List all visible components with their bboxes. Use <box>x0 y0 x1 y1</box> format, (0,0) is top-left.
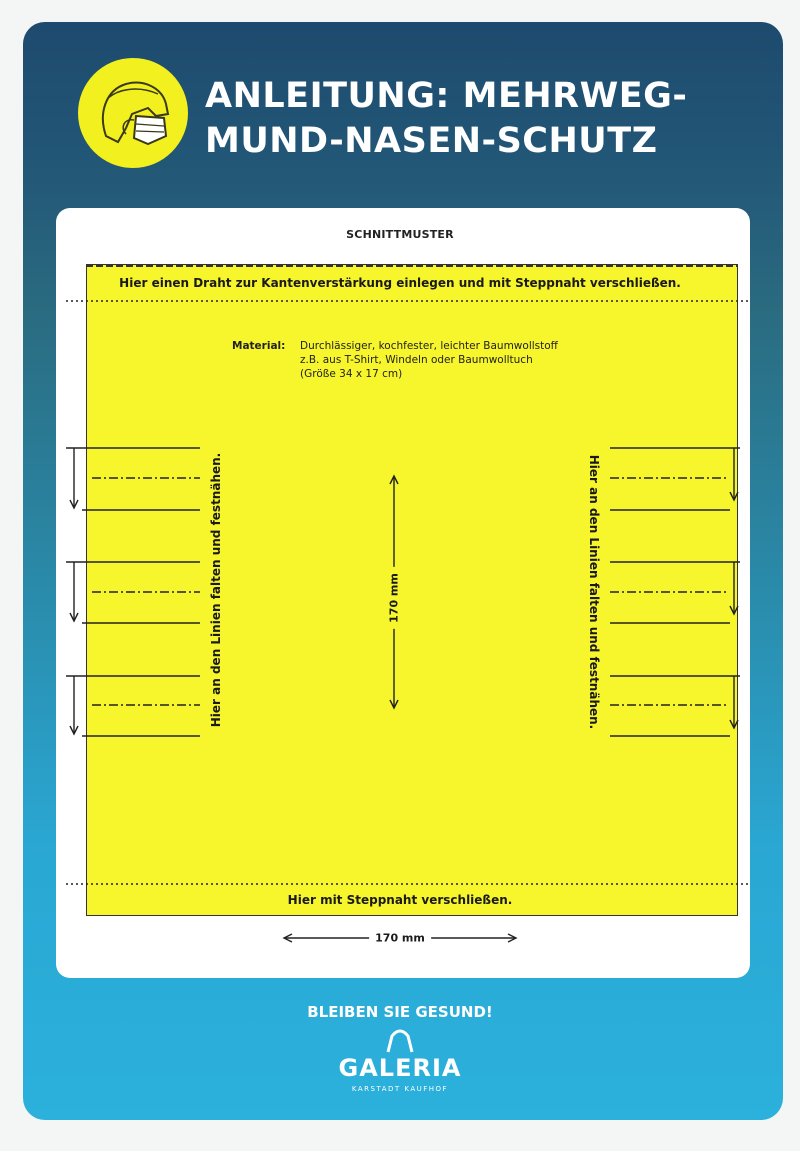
top-instruction: Hier einen Draht zur Kantenverstärkung einlegen und mit Steppnaht verschließen. <box>119 276 681 290</box>
material-info <box>232 339 558 380</box>
left-fold-group-2 <box>66 562 200 623</box>
left-fold-group-3 <box>66 676 200 736</box>
right-fold-group-2 <box>610 562 740 623</box>
side-instruction-right: Hier an den Linien falten und festnähen. <box>587 454 601 730</box>
logo-wordmark: GALERIA <box>338 1054 462 1082</box>
bottom-instruction: Hier mit Steppnaht verschließen. <box>287 893 513 907</box>
side-instruction-left: Hier an den Linien falten und festnähen. <box>209 452 223 728</box>
right-fold-group-1 <box>610 448 740 510</box>
material-line-2: z.B. aus T-Shirt, Windeln oder Baumwolltuch <box>300 354 533 366</box>
material-label: Material: <box>232 340 286 352</box>
footer-slogan: BLEIBEN SIE GESUND! <box>307 1003 493 1021</box>
material-line-3: (Größe 34 x 17 cm) <box>300 368 403 380</box>
card-label: SCHNITTMUSTER <box>346 228 454 241</box>
logo-subtitle: KARSTADT KAUFHOF <box>351 1085 449 1093</box>
height-dimension-label: 170 mm <box>388 567 401 629</box>
right-fold-group-3 <box>610 676 740 736</box>
material-lines <box>300 339 600 381</box>
width-dimension-label: 170 mm <box>369 932 431 945</box>
title-line-1: ANLEITUNG: MEHRWEG- <box>205 76 688 116</box>
material-line-1: Durchlässiger, kochfester, leichter Baumwollstoff <box>300 340 558 352</box>
galeria-arch-icon <box>388 1031 412 1052</box>
left-fold-group-1 <box>66 448 200 510</box>
title-line-2: MUND-NASEN-SCHUTZ <box>205 121 658 161</box>
